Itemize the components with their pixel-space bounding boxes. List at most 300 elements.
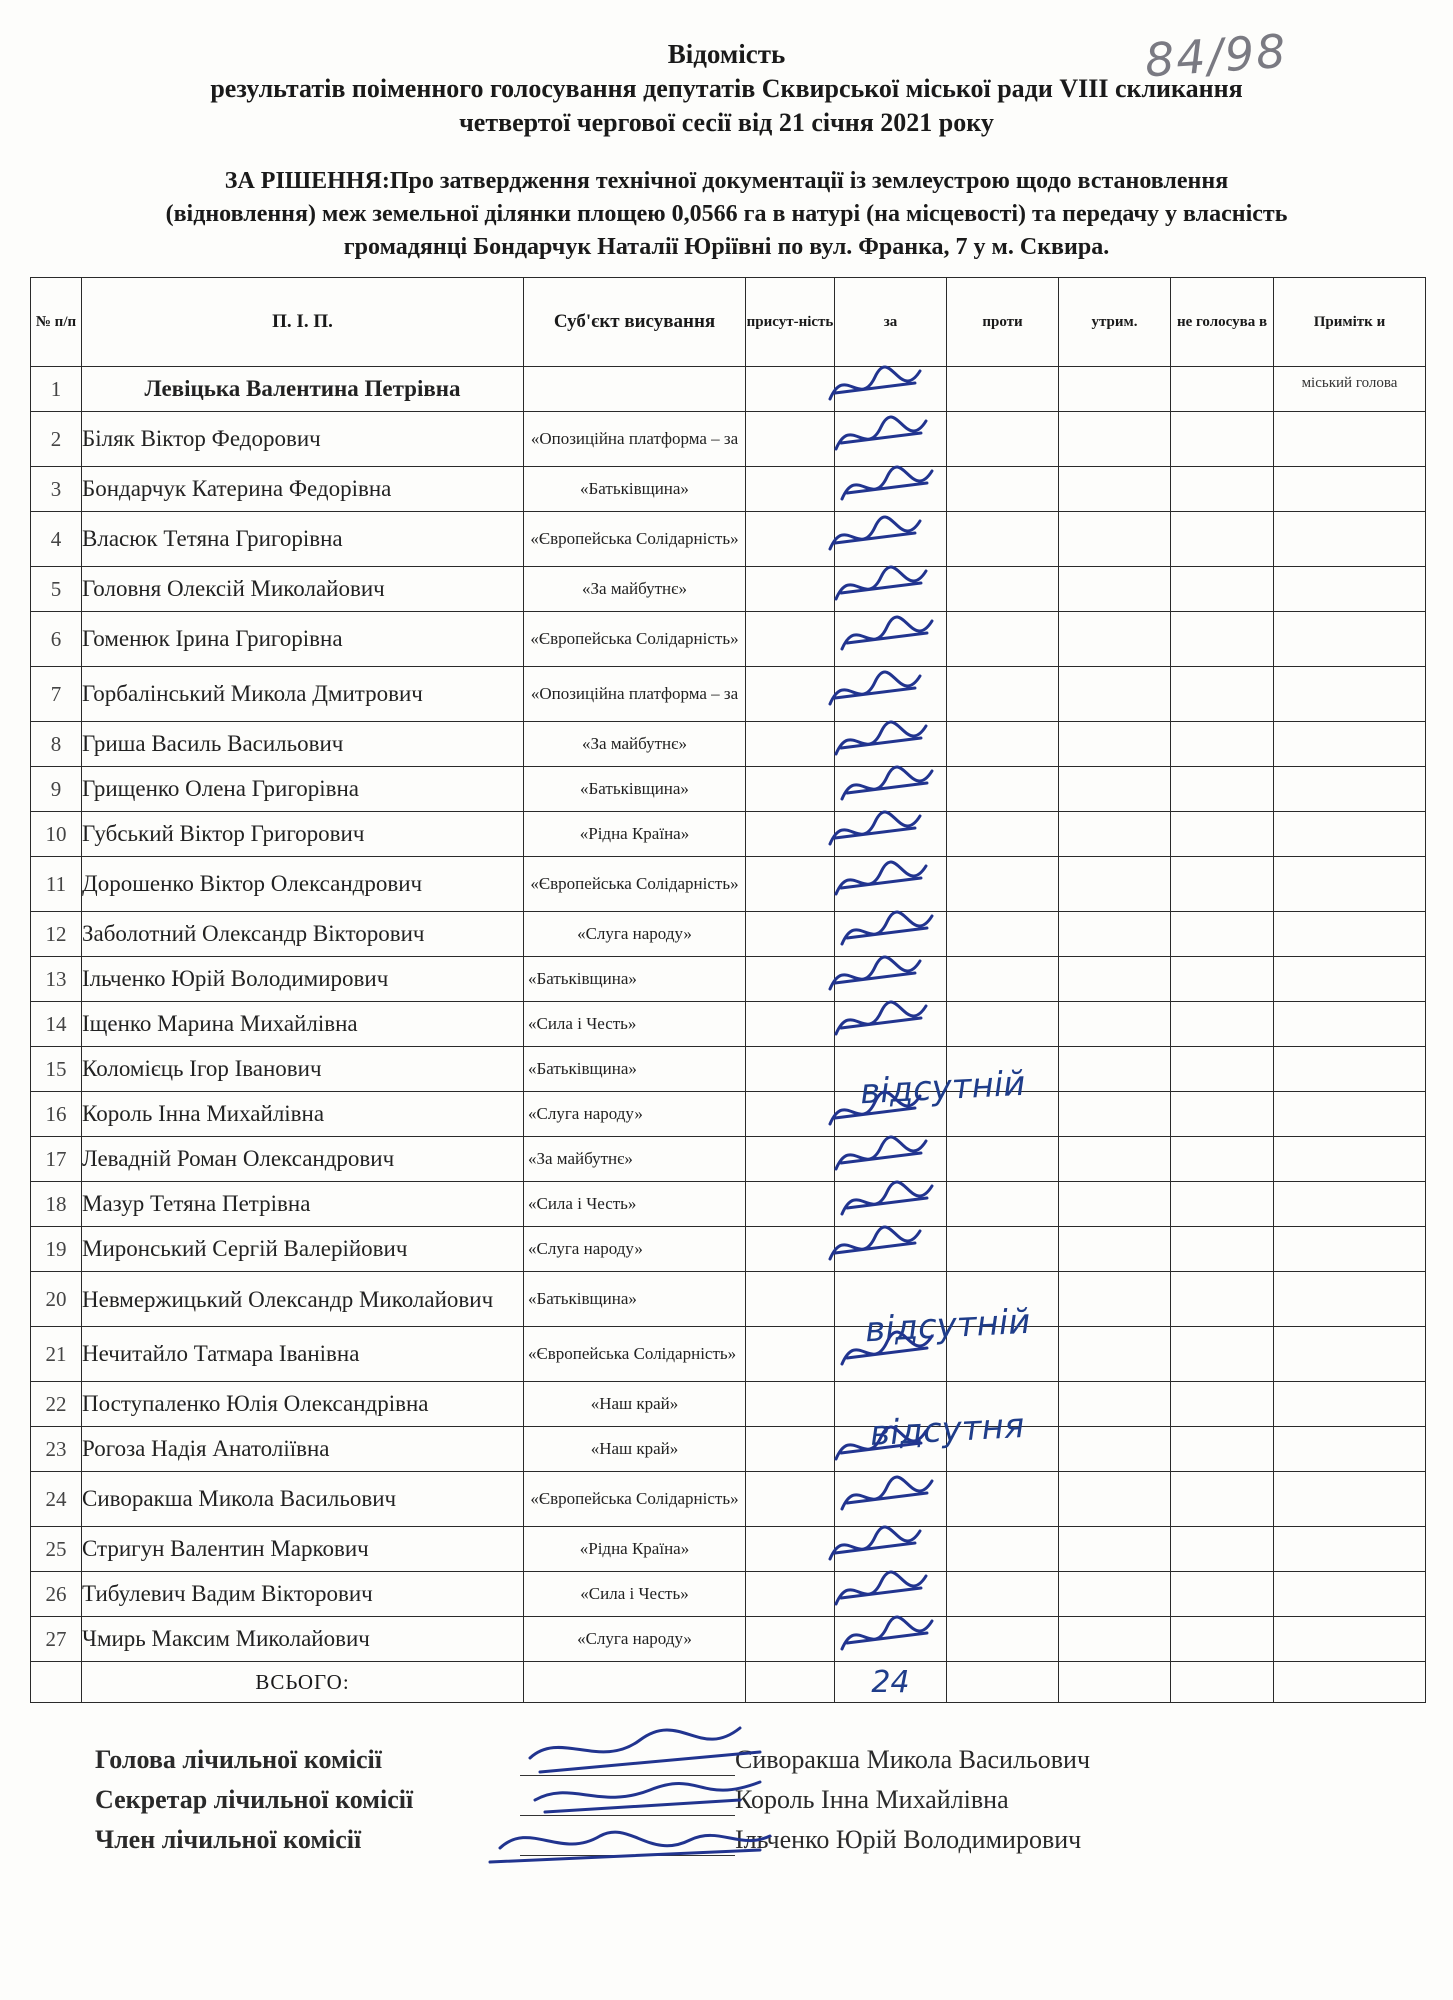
present-cell [746,1427,835,1472]
for-cell [835,1137,947,1182]
table-row [31,367,1426,412]
row-number: 12 [31,912,82,957]
note-text [1274,914,1425,954]
row-number: 17 [31,1137,82,1182]
note-cell [1274,1227,1426,1272]
for-cell [835,767,947,812]
row-number: 14 [31,1002,82,1047]
not-voted-cell [1171,367,1274,412]
note-text [1274,1529,1425,1569]
col-header-abstain: утрим. [1059,278,1171,367]
commission-member-name: Король Інна Михайлівна [735,1785,1009,1814]
deputy-name: Тибулевич Вадим Вікторович [82,1572,524,1617]
document-subtitle: результатів поіменного голосування депутатів Сквирської міської ради VIII скликання [210,74,1243,103]
note-cell [1274,1327,1426,1382]
table-row [31,812,1426,857]
absent-handwritten-mark: відсутній [864,1301,1032,1351]
note-text [1274,864,1425,904]
commission-line [95,1825,1425,1865]
not-voted-cell [1171,1002,1274,1047]
total-empty-cell [947,1662,1059,1703]
nominating-party: «Батьківщина» [524,467,746,512]
table-row [31,612,1426,667]
present-cell [746,512,835,567]
table-row [31,1272,1426,1327]
not-voted-cell [1171,667,1274,722]
abstain-cell [1059,1092,1171,1137]
abstain-cell [1059,1327,1171,1382]
against-cell [947,667,1059,722]
present-cell [746,1327,835,1382]
row-number: 11 [31,857,82,912]
abstain-cell [1059,1472,1171,1527]
present-cell [746,1137,835,1182]
present-cell [746,1227,835,1272]
note-text [1274,724,1425,764]
deputy-name: Мазур Тетяна Петрівна [82,1182,524,1227]
present-cell [746,1572,835,1617]
against-cell [947,1472,1059,1527]
present-cell [746,912,835,957]
deputy-name: Коломієць Ігор Іванович [82,1047,524,1092]
total-empty-cell [524,1662,746,1703]
col-header-not-voted: не голосува в [1171,278,1274,367]
abstain-cell [1059,1137,1171,1182]
total-empty-cell [1059,1662,1171,1703]
present-cell [746,412,835,467]
signature-line [520,1775,735,1776]
table-row [31,1427,1426,1472]
commission-member-name: Сиворакша Микола Васильович [735,1745,1091,1774]
nominating-party: «Сила і Честь» [524,1002,746,1047]
deputy-name: Гриша Василь Васильович [82,722,524,767]
for-cell [835,512,947,567]
row-number: 6 [31,612,82,667]
note-text [1274,1574,1425,1614]
not-voted-cell [1171,1527,1274,1572]
note-text [1274,1229,1425,1269]
note-text [1274,1334,1425,1374]
note-text [1274,1184,1425,1224]
nominating-party: «Батьківщина» [524,957,746,1002]
document-number-stamp: 84/98 [1143,23,1290,88]
nominating-party: «Європейська Солідарність» [524,857,746,912]
present-cell [746,1617,835,1662]
row-number: 15 [31,1047,82,1092]
total-empty-cell [1274,1662,1426,1703]
not-voted-cell [1171,412,1274,467]
present-cell [746,612,835,667]
present-cell [746,1272,835,1327]
against-cell [947,612,1059,667]
present-cell [746,1472,835,1527]
deputy-name: Поступаленко Юлія Олександрівна [82,1382,524,1427]
nominating-party: «За майбутнє» [524,722,746,767]
absent-handwritten-mark: відсутній [859,1063,1027,1113]
abstain-cell [1059,857,1171,912]
deputy-name: Біляк Віктор Федорович [82,412,524,467]
abstain-cell [1059,567,1171,612]
for-cell [835,1472,947,1527]
document-title: Відомість [667,39,786,69]
table-row [31,512,1426,567]
table-row [31,567,1426,612]
deputy-name: Губський Віктор Григорович [82,812,524,857]
not-voted-cell [1171,957,1274,1002]
note-text: міський голова [1301,375,1398,391]
table-row [31,857,1426,912]
note-cell [1274,1182,1426,1227]
nominating-party: «Сила і Честь» [524,1182,746,1227]
row-number: 8 [31,722,82,767]
note-text [1274,1004,1425,1044]
for-cell [835,667,947,722]
deputy-name: Іщенко Марина Михайлівна [82,1002,524,1047]
nominating-party: «Наш край» [524,1427,746,1472]
against-cell [947,412,1059,467]
decision-text [30,165,1423,264]
not-voted-cell [1171,912,1274,957]
abstain-cell [1059,1427,1171,1472]
note-text [1274,1049,1425,1089]
row-number: 2 [31,412,82,467]
col-header-name: П. І. П. [82,278,524,367]
deputy-name: Горбалінський Микола Дмитрович [82,667,524,722]
table-row [31,1572,1426,1617]
table-row [31,1137,1426,1182]
note-cell [1274,567,1426,612]
not-voted-cell [1171,1617,1274,1662]
nominating-party: «Європейська Солідарність» [524,1327,746,1382]
not-voted-cell [1171,812,1274,857]
against-cell [947,1002,1059,1047]
abstain-cell [1059,667,1171,722]
table-row [31,1617,1426,1662]
against-cell [947,812,1059,857]
present-cell [746,767,835,812]
for-cell [835,812,947,857]
table-row [31,1327,1426,1382]
session-line: четвертої чергової сесії від 21 січня 2021 року [459,108,994,137]
table-row [31,767,1426,812]
row-number: 9 [31,767,82,812]
table-row [31,722,1426,767]
commission-role: Член лічильної комісії [95,1825,362,1854]
deputy-name: Нечитайло Татмара Іванівна [82,1327,524,1382]
nominating-party: «Сила і Честь» [524,1572,746,1617]
vote-table [30,277,1426,1703]
col-header-for: за [835,278,947,367]
abstain-cell [1059,1572,1171,1617]
against-cell [947,1617,1059,1662]
present-cell [746,367,835,412]
for-cell [835,1527,947,1572]
abstain-cell [1059,1047,1171,1092]
not-voted-cell [1171,1272,1274,1327]
abstain-cell [1059,1002,1171,1047]
against-cell [947,1182,1059,1227]
abstain-cell [1059,367,1171,412]
present-cell [746,1092,835,1137]
note-cell [1274,912,1426,957]
note-cell [1274,367,1426,412]
not-voted-cell [1171,467,1274,512]
note-text [1274,569,1425,609]
note-cell [1274,1137,1426,1182]
commission-block [95,1745,1425,1865]
note-text [1274,1384,1425,1424]
present-cell [746,1527,835,1572]
not-voted-cell [1171,612,1274,667]
note-cell [1274,1572,1426,1617]
not-voted-cell [1171,722,1274,767]
note-cell [1274,1047,1426,1092]
note-cell [1274,957,1426,1002]
nominating-party: «Батьківщина» [524,1272,746,1327]
deputy-name: Гоменюк Ірина Григорівна [82,612,524,667]
table-header-row [31,278,1426,367]
table-row [31,1472,1426,1527]
col-header-against: проти [947,278,1059,367]
note-text [1274,959,1425,999]
abstain-cell [1059,1182,1171,1227]
table-row [31,912,1426,957]
not-voted-cell [1171,567,1274,612]
table-row [31,1182,1426,1227]
note-cell [1274,1617,1426,1662]
not-voted-cell [1171,1327,1274,1382]
for-cell [835,412,947,467]
deputy-name: Левіцька Валентина Петрівна [82,367,524,412]
nominating-party: «Слуга народу» [524,912,746,957]
nominating-party: «Наш край» [524,1382,746,1427]
nominating-party: «За майбутнє» [524,1137,746,1182]
note-text [1274,1279,1425,1319]
abstain-cell [1059,1272,1171,1327]
present-cell [746,857,835,912]
abstain-cell [1059,912,1171,957]
abstain-cell [1059,812,1171,857]
total-for-value: 24 [871,1664,910,1700]
nominating-party: «Рідна Країна» [524,812,746,857]
abstain-cell [1059,512,1171,567]
present-cell [746,1182,835,1227]
commission-role: Секретар лічильної комісії [95,1785,414,1814]
nominating-party: «Опозиційна платформа – за [524,412,746,467]
nominating-party: «Батьківщина» [524,1047,746,1092]
deputy-name: Миронський Сергій Валерійович [82,1227,524,1272]
note-text [1274,469,1425,509]
for-cell [835,912,947,957]
for-cell [835,1572,947,1617]
not-voted-cell [1171,857,1274,912]
note-cell [1274,1527,1426,1572]
signature-line [520,1815,735,1816]
against-cell [947,512,1059,567]
for-cell [835,1002,947,1047]
not-voted-cell [1171,1382,1274,1427]
deputy-name: Ільченко Юрій Володимирович [82,957,524,1002]
nominating-party [524,367,746,412]
row-number: 16 [31,1092,82,1137]
col-header-num: № п/п [31,278,82,367]
note-cell [1274,722,1426,767]
table-row [31,1047,1426,1092]
nominating-party: «Європейська Солідарність» [524,512,746,567]
nominating-party: «Європейська Солідарність» [524,612,746,667]
against-cell [947,722,1059,767]
note-cell [1274,1427,1426,1472]
nominating-party: «Європейська Солідарність» [524,1472,746,1527]
for-cell [835,1617,947,1662]
table-row [31,1227,1426,1272]
deputy-name: Головня Олексій Миколайович [82,567,524,612]
abstain-cell [1059,957,1171,1002]
present-cell [746,957,835,1002]
for-cell [835,467,947,512]
abstain-cell [1059,412,1171,467]
abstain-cell [1059,767,1171,812]
signature-line [520,1855,735,1856]
against-cell [947,957,1059,1002]
not-voted-cell [1171,1182,1274,1227]
not-voted-cell [1171,1227,1274,1272]
not-voted-cell [1171,1047,1274,1092]
deputy-name: Власюк Тетяна Григорівна [82,512,524,567]
not-voted-cell [1171,1137,1274,1182]
present-cell [746,1047,835,1092]
deputy-name: Дорошенко Віктор Олександрович [82,857,524,912]
total-empty-cell [746,1662,835,1703]
row-number: 24 [31,1472,82,1527]
note-text [1274,814,1425,854]
note-cell [1274,1472,1426,1527]
abstain-cell [1059,1527,1171,1572]
against-cell [947,1527,1059,1572]
present-cell [746,567,835,612]
note-cell [1274,1092,1426,1137]
against-cell [947,367,1059,412]
note-text [1274,1139,1425,1179]
col-header-present: присут-ність [746,278,835,367]
deputy-name: Король Інна Михайлівна [82,1092,524,1137]
row-number: 21 [31,1327,82,1382]
present-cell [746,1002,835,1047]
against-cell [947,467,1059,512]
col-header-note: Примітк и [1274,278,1426,367]
abstain-cell [1059,1227,1171,1272]
not-voted-cell [1171,1472,1274,1527]
note-text [1274,419,1425,459]
row-number: 5 [31,567,82,612]
for-cell [835,857,947,912]
note-cell [1274,767,1426,812]
row-number: 20 [31,1272,82,1327]
nominating-party: «Батьківщина» [524,767,746,812]
note-text [1274,1094,1425,1134]
for-cell [835,722,947,767]
not-voted-cell [1171,1092,1274,1137]
deputy-name: Бондарчук Катерина Федорівна [82,467,524,512]
total-label: ВСЬОГО: [82,1662,524,1703]
row-number: 3 [31,467,82,512]
row-number: 18 [31,1182,82,1227]
not-voted-cell [1171,512,1274,567]
nominating-party: «Слуга народу» [524,1227,746,1272]
note-cell [1274,812,1426,857]
row-number: 26 [31,1572,82,1617]
total-empty-cell [1171,1662,1274,1703]
row-number: 19 [31,1227,82,1272]
table-row [31,1002,1426,1047]
deputy-name: Рогоза Надія Анатоліївна [82,1427,524,1472]
note-text [1274,769,1425,809]
note-cell [1274,667,1426,722]
note-text [1274,1619,1425,1659]
row-number: 13 [31,957,82,1002]
against-cell [947,912,1059,957]
for-cell [835,367,947,412]
present-cell [746,722,835,767]
row-number: 10 [31,812,82,857]
decision-line: (відновлення) меж земельної ділянки площею 0,0566 га в натурі (на місцевості) та передачу у власність [165,201,1288,227]
absent-handwritten-mark: відсутня [869,1405,1026,1455]
decision-line: ЗА РІШЕННЯ:Про затвердження технічної документації із землеустрою щодо встановлення [224,168,1229,194]
present-cell [746,1382,835,1427]
table-row [31,467,1426,512]
nominating-party: «Опозиційна платформа – за [524,667,746,722]
note-cell [1274,857,1426,912]
present-cell [746,667,835,722]
deputy-name: Заболотний Олександр Вікторович [82,912,524,957]
for-cell [835,1182,947,1227]
deputy-name: Стригун Валентин Маркович [82,1527,524,1572]
against-cell [947,1572,1059,1617]
row-number: 22 [31,1382,82,1427]
row-number: 7 [31,667,82,722]
decision-line: громадянці Бондарчук Наталії Юріївні по вул. Франка, 7 у м. Сквира. [343,234,1110,260]
commission-line [95,1745,1425,1785]
abstain-cell [1059,612,1171,667]
for-cell [835,957,947,1002]
note-text [1274,674,1425,714]
note-text [1274,1479,1425,1519]
row-number: 25 [31,1527,82,1572]
nominating-party: «За майбутнє» [524,567,746,612]
col-header-party: Суб'єкт висування [524,278,746,367]
table-row [31,1527,1426,1572]
deputy-name: Чмирь Максим Миколайович [82,1617,524,1662]
total-row [31,1662,1426,1703]
table-row [31,1382,1426,1427]
present-cell [746,812,835,857]
deputy-name: Сиворакша Микола Васильович [82,1472,524,1527]
against-cell [947,567,1059,612]
for-cell [835,567,947,612]
abstain-cell [1059,1617,1171,1662]
abstain-cell [1059,1382,1171,1427]
table-row [31,1092,1426,1137]
not-voted-cell [1171,767,1274,812]
for-cell [835,612,947,667]
note-cell [1274,1002,1426,1047]
nominating-party: «Слуга народу» [524,1617,746,1662]
table-row [31,667,1426,722]
document-header [0,36,1453,140]
present-cell [746,467,835,512]
row-number: 1 [31,367,82,412]
for-cell [835,1227,947,1272]
